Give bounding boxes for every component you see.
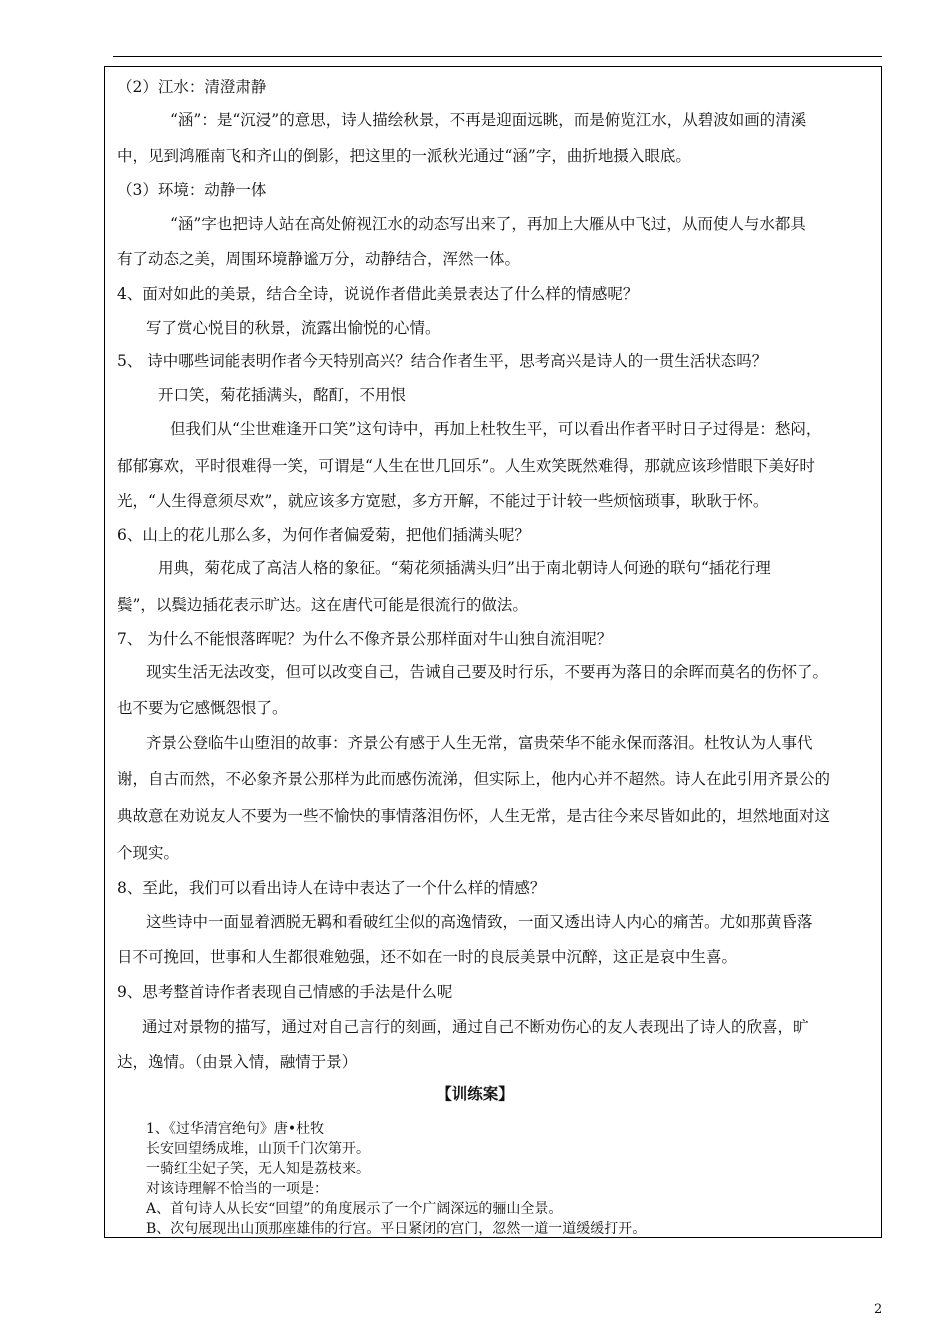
text-line: 也不要为它感慨怨恨了。 [117, 699, 288, 717]
text-line: 郁郁寡欢，平时很难得一笑，可谓是“人生在世几回乐”。人生欢笑既然难得，那就应该珍惜眼下美好时 [117, 457, 815, 475]
text-line: 谢，自古而然，不必象齐景公那样为此而感伤流涕，但实际上，他内心并不超然。诗人在此引用齐景公的 [117, 770, 831, 788]
text-line: “涵”字也把诗人站在高处俯视江水的动态写出来了，再加上大雁从中飞过，从而使人与水都具 [170, 215, 806, 233]
text-line: 日不可挽回，世事和人生都很难勉强，还不如在一时的良辰美景中沉醉，这正是哀中生喜。 [117, 948, 738, 966]
text-line: 鬓”，以鬓边插花表示旷达。这在唐代可能是很流行的做法。 [117, 596, 528, 614]
question-4: 4、面对如此的美景，结合全诗，说说作者借此美景表达了什么样的情感呢？ [117, 285, 639, 303]
exercise-line: 1、《过华清宫绝句》唐•杜牧 [146, 1121, 325, 1137]
text-line: 达，逸情。（由景入情，融情于景） [117, 1053, 358, 1071]
text-line: 用典，菊花成了高洁人格的象征。“菊花须插满头归”出于南北朝诗人何逊的联句“插花行理 [158, 559, 771, 577]
text-line: （2）江水：清澄肃静 [117, 78, 267, 96]
exercise-line: 一骑红尘妃子笑，无人知是荔枝来。 [146, 1161, 370, 1177]
text-line: 齐景公登临牛山堕泪的故事：齐景公有感于人生无常，富贵荣华不能永保而落泪。杜牧认为人事代 [146, 734, 813, 752]
question-5: 5、 诗中哪些词能表明作者今天特别高兴？结合作者生平，思考高兴是诗人的一贯生活状态吗？ [117, 352, 768, 370]
text-line: 写了赏心悦目的秋景，流露出愉悦的心情。 [146, 319, 441, 337]
text-line: 这些诗中一面显着洒脱无羁和看破红尘似的高逸情致，一面又透出诗人内心的痛苦。尤如那黄昏落 [146, 913, 813, 931]
text-line: “涵”：是“沉浸”的意思，诗人描绘秋景，不再是迎面远眺，而是俯览江水，从碧波如画的清溪 [170, 111, 807, 129]
question-8: 8、至此，我们可以看出诗人在诗中表达了一个什么样的情感？ [117, 879, 546, 897]
text-line: 开口笑，菊花插满头，酩酊，不用恨 [158, 386, 407, 404]
text-line: 光，“人生得意须尽欢”，就应该多方宽慰，多方开解，不能过于计较一些烦恼琐事，耿耿于怀。 [117, 492, 769, 510]
text-line: （3）环境：动静一体 [117, 181, 267, 199]
text-line: 中，见到鸿雁南飞和齐山的倒影，把这里的一派秋光通过“涵”字，曲折地摄入眼底。 [117, 147, 691, 165]
exercise-line: 长安回望绣成堆，山顶千门次第开。 [146, 1141, 370, 1157]
exercise-line: B、次句展现出山顶那座雄伟的行宫。平日紧闭的宫门，忽然一道一道缓缓打开。 [146, 1221, 647, 1237]
text-line: 但我们从“尘世难逢开口笑”这句诗中，再加上杜牧生平，可以看出作者平时日子过得是：愁闷， [170, 420, 822, 438]
page-number: 2 [874, 1302, 883, 1317]
section-title: 【训练案】 [436, 1084, 514, 1103]
question-9: 9、思考整首诗作者表现自己情感的手法是什么呢 [117, 983, 453, 1001]
exercise-line: 对该诗理解不恰当的一项是： [146, 1181, 328, 1197]
exercise-line: A、首句诗人从长安“回望”的角度展示了一个广阔深远的骊山全景。 [146, 1201, 563, 1217]
question-7: 7、 为什么不能恨落晖呢？为什么不像齐景公那样面对牛山独自流泪呢？ [117, 630, 613, 648]
header-rule [113, 56, 882, 57]
question-6: 6、山上的花儿那么多，为何作者偏爱菊，把他们插满头呢？ [117, 526, 530, 544]
text-line: 现实生活无法改变，但可以改变自己，告诫自己要及时行乐，不要再为落日的余晖而莫名的伤怀了。 [146, 663, 829, 681]
text-line: 个现实。 [117, 844, 180, 862]
text-line: 有了动态之美，周围环境静谧万分，动静结合，浑然一体。 [117, 250, 521, 268]
text-line: 通过对景物的描写，通过对自己言行的刻画，通过自己不断劝伤心的友人表现出了诗人的欣喜，旷 [142, 1018, 809, 1036]
text-line: 典故意在劝说友人不要为一些不愉快的事情落泪伤怀，人生无常，是古往今来尽皆如此的，坦然地面对这 [117, 807, 831, 825]
